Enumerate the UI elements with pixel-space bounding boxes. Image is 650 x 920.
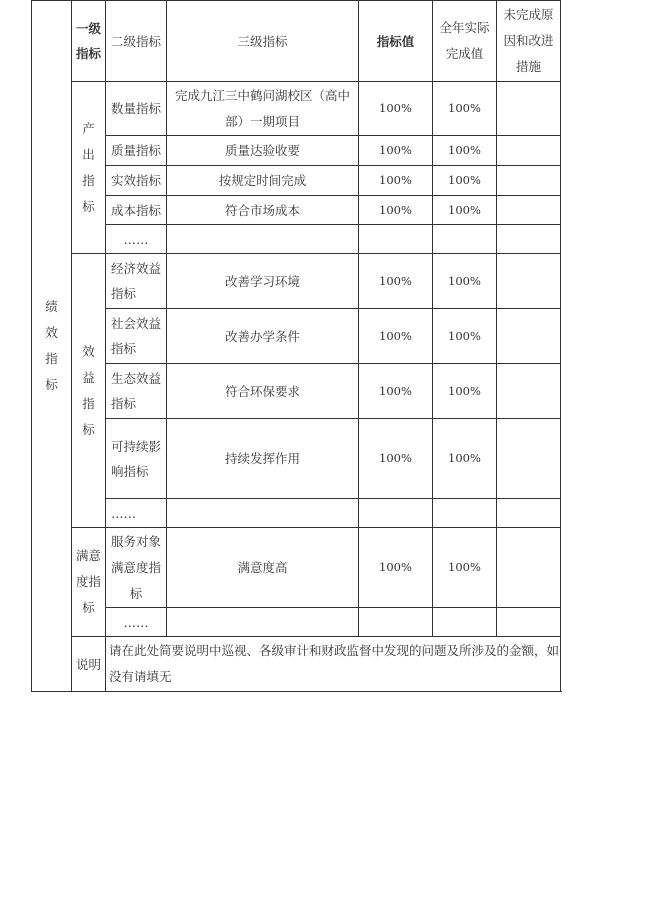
reason-cell (497, 309, 561, 364)
actual-value: 100% (433, 419, 497, 499)
level2-cell: …… (106, 499, 167, 528)
reason-cell (497, 82, 561, 136)
target-value: 100% (359, 528, 433, 608)
level3-cell: 改善学习环境 (167, 254, 359, 309)
table-row (32, 364, 561, 419)
level2-cell: 成本指标 (106, 196, 167, 225)
performance-indicator-table (31, 0, 561, 692)
target-value: 100% (359, 254, 433, 309)
actual-value: 100% (433, 528, 497, 608)
target-value (359, 608, 433, 637)
reason-cell (497, 196, 561, 225)
level2-cell: 社会效益指标 (106, 309, 167, 364)
level3-cell (167, 608, 359, 637)
reason-cell (497, 419, 561, 499)
reason-cell (497, 608, 561, 637)
header-actual: 全年实际完成值 (433, 1, 497, 82)
actual-value (433, 225, 497, 254)
actual-value: 100% (433, 196, 497, 225)
level2-cell: 数量指标 (106, 82, 167, 136)
group-satisfaction-label: 满意度指标 (75, 548, 101, 615)
actual-value: 100% (433, 309, 497, 364)
level3-cell: 持续发挥作用 (167, 419, 359, 499)
table-row (32, 608, 561, 637)
top-category-label: 绩效指标 (45, 299, 58, 392)
table-row (32, 419, 561, 499)
header-level1: 一级指标 (72, 1, 106, 82)
table-row (32, 225, 561, 254)
level3-cell: 满意度高 (167, 528, 359, 608)
table-row (32, 528, 561, 608)
header-level3: 三级指标 (167, 1, 359, 82)
target-value (359, 225, 433, 254)
target-value: 100% (359, 136, 433, 166)
level3-cell: 完成九江三中鹤问湖校区（高中部）一期项目 (167, 82, 359, 136)
group-satisfaction-cell (72, 528, 106, 637)
actual-value: 100% (433, 364, 497, 419)
actual-value (433, 608, 497, 637)
level2-cell: 实效指标 (106, 166, 167, 196)
reason-cell (497, 166, 561, 196)
level2-cell: 可持续影响指标 (106, 419, 167, 499)
level3-cell: 符合市场成本 (167, 196, 359, 225)
level2-cell: 质量指标 (106, 136, 167, 166)
header-level2: 二级指标 (106, 1, 167, 82)
table-row (32, 166, 561, 196)
target-value: 100% (359, 82, 433, 136)
level3-cell (167, 499, 359, 528)
note-text: 请在此处简要说明中巡视、各级审计和财政监督中发现的问题及所涉及的金额，如没有请填无 (106, 637, 561, 692)
target-value: 100% (359, 196, 433, 225)
level2-cell: 生态效益指标 (106, 364, 167, 419)
target-value: 100% (359, 309, 433, 364)
reason-cell (497, 225, 561, 254)
actual-value: 100% (433, 166, 497, 196)
level3-cell: 符合环保要求 (167, 364, 359, 419)
target-value: 100% (359, 364, 433, 419)
reason-cell (497, 528, 561, 608)
reason-cell (497, 136, 561, 166)
note-label: 说明 (72, 637, 106, 692)
actual-value: 100% (433, 254, 497, 309)
reason-cell (497, 499, 561, 528)
target-value (359, 499, 433, 528)
table-row (32, 136, 561, 166)
header-row (32, 1, 561, 82)
header-target: 指标值 (359, 1, 433, 82)
note-row (32, 637, 561, 692)
table-row (32, 196, 561, 225)
header-reason: 未完成原因和改进措施 (497, 1, 561, 82)
level3-cell (167, 225, 359, 254)
target-value: 100% (359, 419, 433, 499)
actual-value: 100% (433, 136, 497, 166)
group-benefit-cell (72, 254, 106, 528)
table-row (32, 82, 561, 136)
reason-cell (497, 364, 561, 419)
group-benefit-label: 效益指标 (82, 343, 95, 437)
level2-cell: 服务对象满意度指标 (106, 528, 167, 608)
level2-cell: …… (106, 608, 167, 637)
top-category-cell (32, 1, 72, 692)
level3-cell: 改善办学条件 (167, 309, 359, 364)
level3-cell: 按规定时间完成 (167, 166, 359, 196)
level2-cell: 经济效益指标 (106, 254, 167, 309)
level2-cell: …… (106, 225, 167, 254)
table-row (32, 309, 561, 364)
target-value: 100% (359, 166, 433, 196)
actual-value: 100% (433, 82, 497, 136)
actual-value (433, 499, 497, 528)
level3-cell: 质量达验收要 (167, 136, 359, 166)
reason-cell (497, 254, 561, 309)
group-output-cell (72, 82, 106, 254)
table-row (32, 254, 561, 309)
group-output-label: 产出指标 (82, 120, 95, 214)
table-row (32, 499, 561, 528)
